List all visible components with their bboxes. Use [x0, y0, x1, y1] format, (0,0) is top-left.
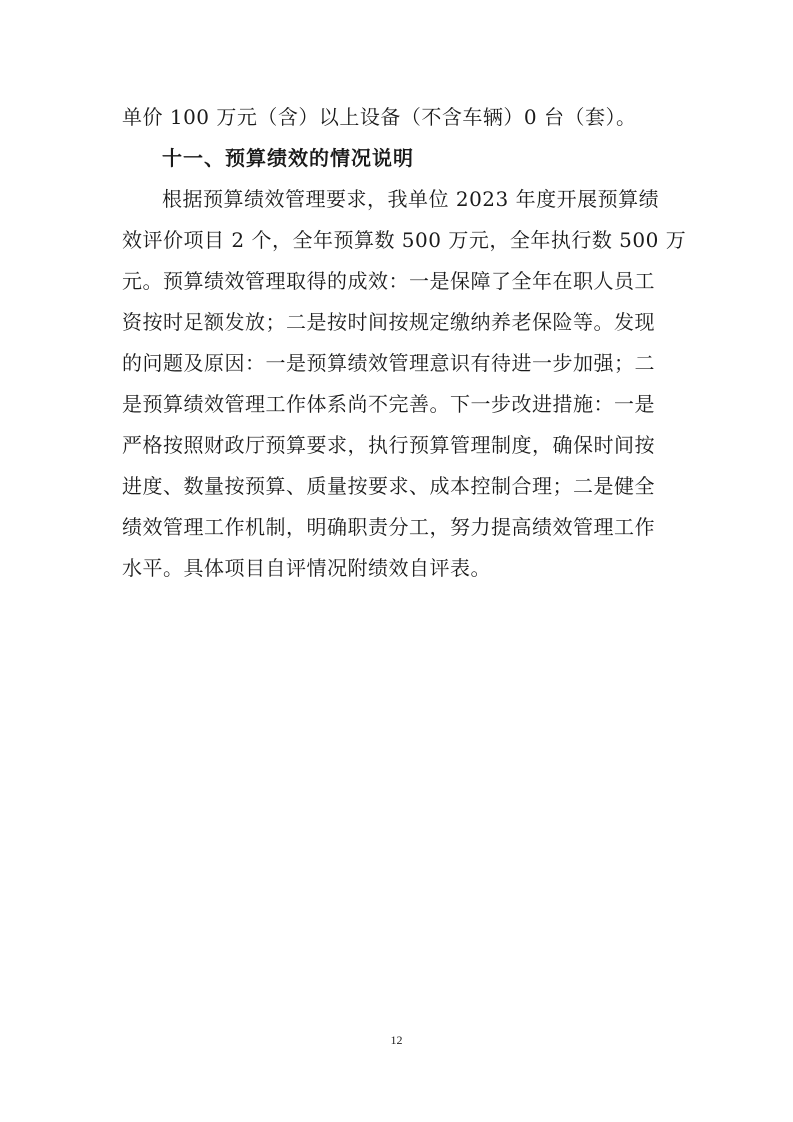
- paragraph-line: 严格按照财政厅预算要求，执行预算管理制度，确保时间按: [122, 433, 655, 457]
- paragraph-line: 是预算绩效管理工作体系尚不完善。下一步改进措施：一是: [122, 392, 655, 416]
- paragraph-line: 根据预算绩效管理要求，我单位 2023 年度开展预算绩: [162, 187, 660, 211]
- paragraph-line: 资按时足额发放；二是按时间按规定缴纳养老保险等。发现: [122, 310, 655, 334]
- section-heading: 十一、预算绩效的情况说明: [162, 146, 414, 170]
- paragraph-line: 进度、数量按预算、质量按要求、成本控制合理；二是健全: [122, 474, 655, 498]
- paragraph-line: 的问题及原因：一是预算绩效管理意识有待进一步加强；二: [122, 351, 655, 375]
- paragraph-line: 元。预算绩效管理取得的成效：一是保障了全年在职人员工: [122, 269, 655, 293]
- document-body: [122, 97, 687, 589]
- paragraph-line: 单价 100 万元（含）以上设备（不含车辆）0 台（套）。: [122, 105, 637, 129]
- paragraph-line: 水平。具体项目自评情况附绩效自评表。: [122, 556, 491, 580]
- paragraph-line: 绩效管理工作机制，明确职责分工，努力提高绩效管理工作: [122, 515, 655, 539]
- page-number: 12: [390, 1033, 403, 1047]
- paragraph-line: 效评价项目 2 个，全年预算数 500 万元，全年执行数 500 万: [122, 228, 687, 252]
